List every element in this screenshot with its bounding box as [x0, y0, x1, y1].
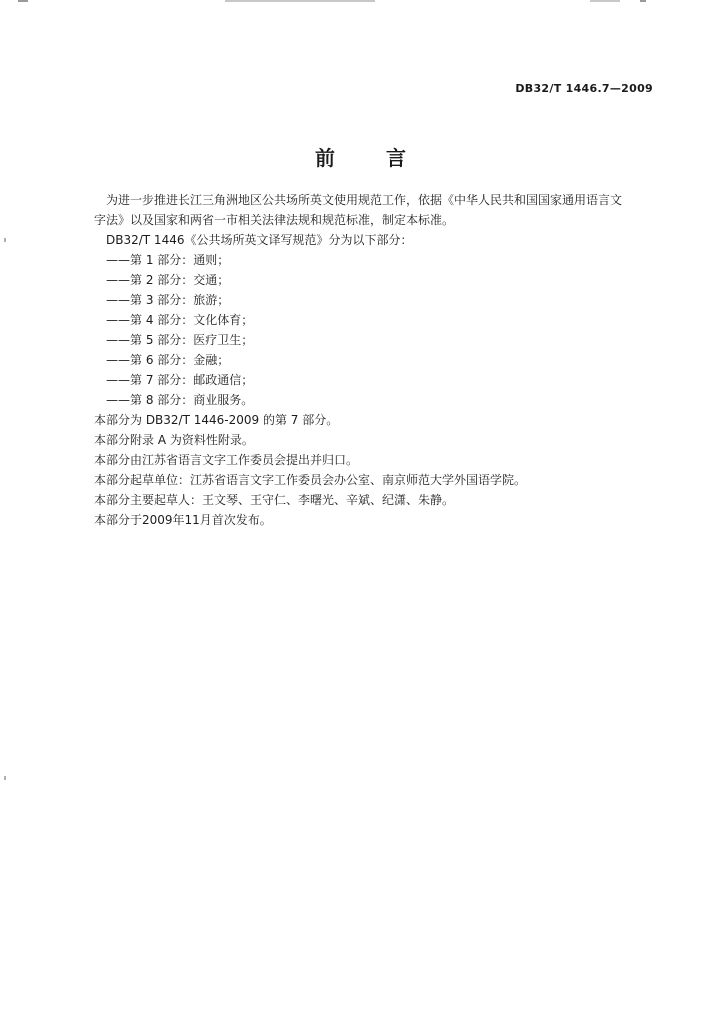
intro-paragraph-line1: 为进一步推进长江三角洲地区公共场所英文使用规范工作，依据《中华人民共和国国家通用语言文 — [106, 193, 623, 207]
part-list-item: ——第 4 部分：文化体育； — [106, 313, 254, 327]
foreword-body — [94, 190, 666, 530]
scan-artifact-dot — [4, 238, 6, 242]
this-part-statement: 本部分为 DB32/T 1446-2009 的第 7 部分。 — [94, 413, 339, 427]
scan-artifact-dot — [4, 776, 6, 780]
drafters-statement: 本部分主要起草人：王文琴、王守仁、李曙光、辛斌、纪潇、朱静。 — [94, 493, 455, 507]
parts-intro: DB32/T 1446《公共场所英文译写规范》分为以下部分： — [106, 233, 413, 247]
appendix-statement: 本部分附录 A 为资料性附录。 — [94, 433, 254, 447]
proposer-statement: 本部分由江苏省语言文字工作委员会提出并归口。 — [94, 453, 359, 467]
page-title: 前 言 — [315, 146, 428, 170]
part-list-item: ——第 6 部分：金融； — [106, 353, 230, 367]
standard-code: DB32/T 1446.7—2009 — [515, 82, 653, 95]
part-list-item: ——第 5 部分：医疗卫生； — [106, 333, 254, 347]
intro-paragraph-line2: 字法》以及国家和两省一市相关法律法规和规范标准，制定本标准。 — [94, 213, 455, 227]
release-statement: 本部分于2009年11月首次发布。 — [94, 513, 272, 527]
part-list-item: ——第 1 部分：通则； — [106, 253, 230, 267]
part-list-item: ——第 3 部分：旅游； — [106, 293, 230, 307]
scan-artifacts-top — [0, 0, 721, 4]
part-list-item: ——第 2 部分：交通； — [106, 273, 230, 287]
drafting-units-statement: 本部分起草单位：江苏省语言文字工作委员会办公室、南京师范大学外国语学院。 — [94, 473, 527, 487]
part-list-item: ——第 8 部分：商业服务。 — [106, 393, 254, 407]
part-list-item: ——第 7 部分：邮政通信； — [106, 373, 254, 387]
